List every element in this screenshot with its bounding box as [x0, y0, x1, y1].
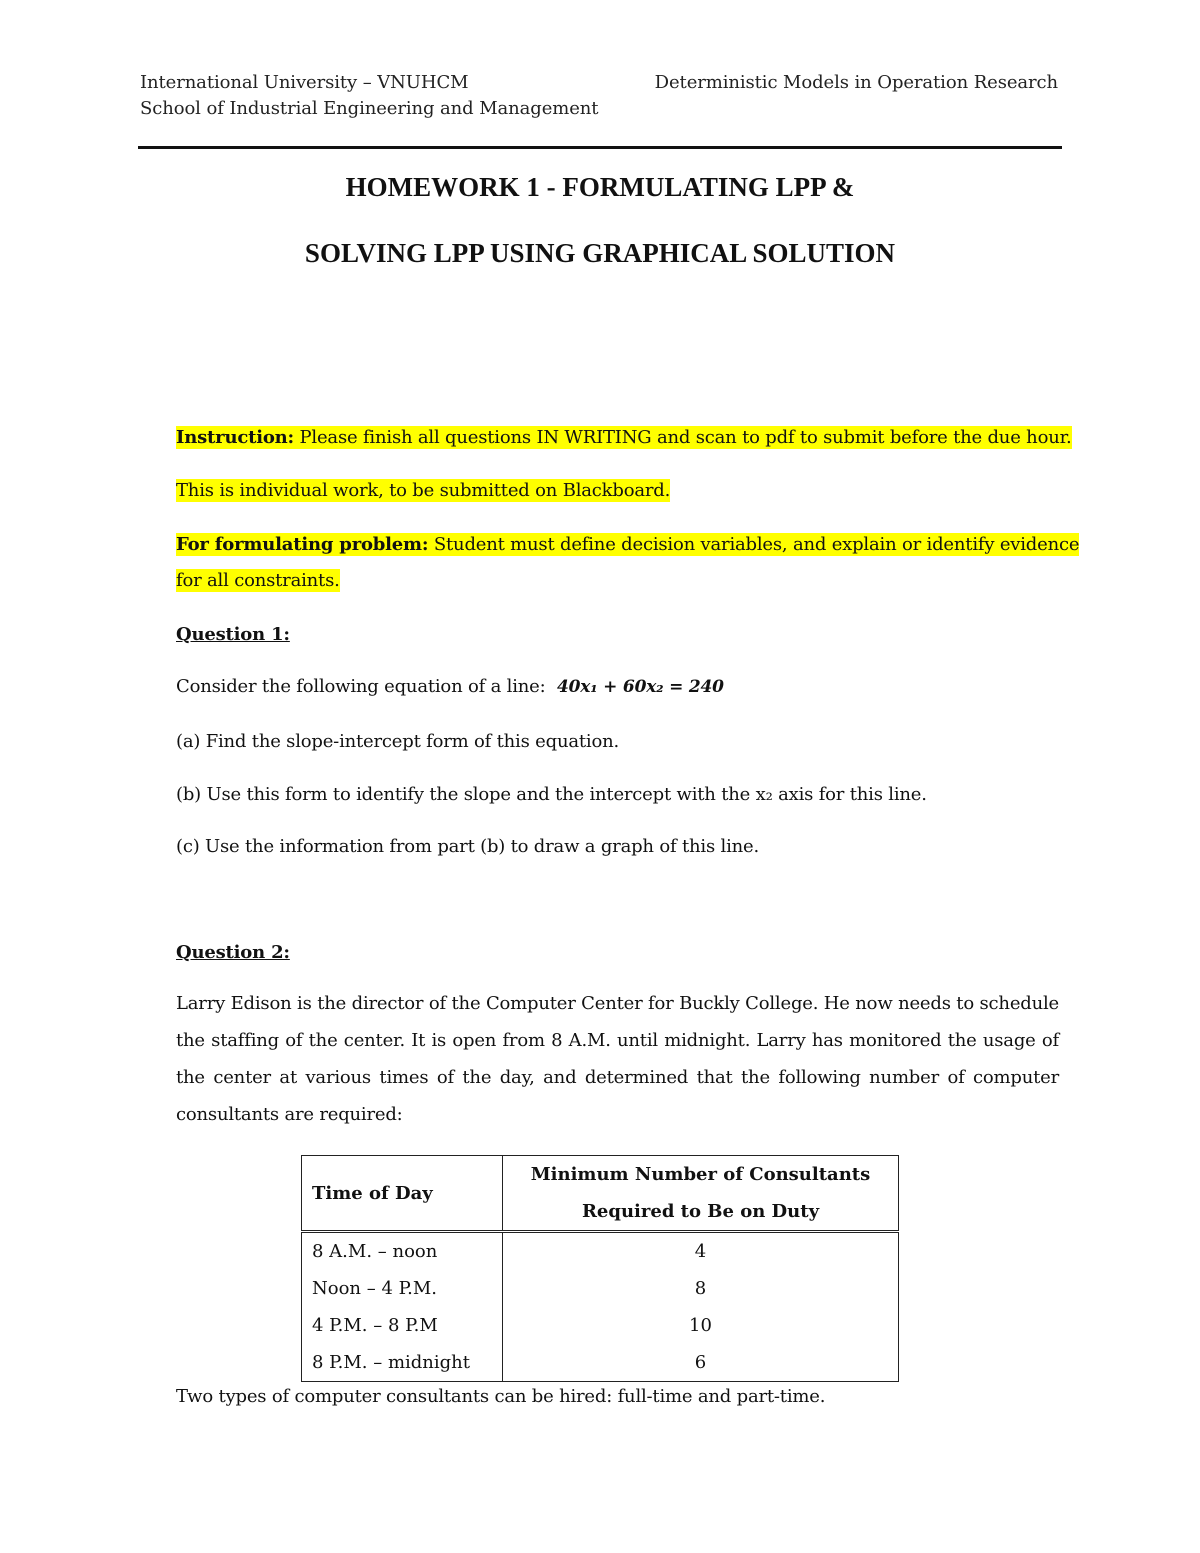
question1-intro: Consider the following equation of a line: — [176, 676, 552, 697]
table-row — [302, 1307, 899, 1344]
table-cell-min: 6 — [503, 1344, 899, 1382]
table-cell-time: 8 P.M. – midnight — [302, 1344, 503, 1382]
table-header-minimum-line2: Required to Be on Duty — [581, 1201, 820, 1222]
table-header-row — [302, 1156, 899, 1232]
formulating-line2 — [176, 568, 340, 594]
table-header-time: Time of Day — [302, 1156, 503, 1232]
table-cell-time: 8 A.M. – noon — [302, 1232, 503, 1271]
question1-intro-line — [176, 674, 724, 700]
table-row — [302, 1232, 899, 1271]
instruction-label: Instruction: — [176, 427, 294, 448]
table-cell-time: Noon – 4 P.M. — [302, 1270, 503, 1307]
question2-after-table: Two types of computer consultants can be hired: full-time and part-time. — [176, 1386, 826, 1407]
question1-part-b: (b) Use this form to identify the slope and the intercept with the x₂ axis for this line. — [176, 784, 927, 805]
formulating-label: For formulating problem: — [176, 534, 429, 555]
question1-heading: Question 1: — [176, 624, 290, 645]
question1-part-a: (a) Find the slope-intercept form of this equation. — [176, 731, 620, 752]
formulating-line1 — [176, 532, 1079, 558]
document-title-line1: HOMEWORK 1 - FORMULATING LPP & — [345, 172, 855, 202]
consultant-requirements-table — [301, 1155, 899, 1382]
table-cell-min: 4 — [503, 1232, 899, 1271]
header-university: International University – VNUHCM — [140, 72, 469, 93]
table-row — [302, 1270, 899, 1307]
instruction-line — [176, 425, 1072, 451]
table-cell-time: 4 P.M. – 8 P.M — [302, 1307, 503, 1344]
table-row — [302, 1344, 899, 1382]
formulating-text-line1: Student must define decision variables, and explain or identify evidence — [428, 534, 1080, 555]
instruction-text: Please finish all questions IN WRITING and scan to pdf to submit before the due hour. — [293, 427, 1072, 448]
table-cell-min: 8 — [503, 1270, 899, 1307]
formulating-text-line2: for all constraints. — [176, 570, 340, 591]
table-cell-min: 10 — [503, 1307, 899, 1344]
header-course: Deterministic Models in Operation Research — [654, 72, 1058, 93]
individual-work-text: This is individual work, to be submitted on Blackboard. — [176, 480, 671, 501]
document-title-line2: SOLVING LPP USING GRAPHICAL SOLUTION — [304, 238, 896, 268]
individual-work-line — [176, 478, 670, 504]
table-header-minimum-line1: Minimum Number of Consultants — [530, 1164, 871, 1185]
header-school: School of Industrial Engineering and Management — [140, 98, 599, 119]
question2-heading: Question 2: — [176, 942, 290, 963]
question1-part-c: (c) Use the information from part (b) to draw a graph of this line. — [176, 836, 759, 857]
header-divider — [138, 146, 1062, 149]
question1-equation: 40x₁ + 60x₂ = 240 — [557, 677, 724, 697]
table-header-minimum — [503, 1156, 899, 1232]
question2-paragraph: Larry Edison is the director of the Computer Center for Buckly College. He now needs to schedule the staffing of the center. It is open from 8 A.M. until midnight. Larry has monitored the usage of the center at various times of the day, and determined that the following number of computer consultants are required: — [176, 993, 1059, 1125]
